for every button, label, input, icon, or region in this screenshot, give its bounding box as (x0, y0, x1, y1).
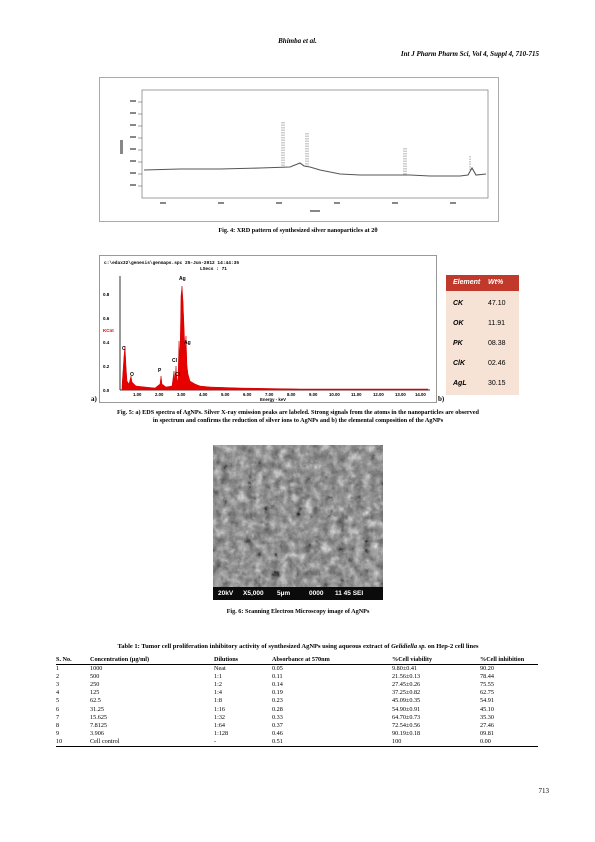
eds-xtick: 3.00 (177, 392, 186, 397)
table-row (56, 722, 538, 730)
composition-element: AgL (453, 380, 467, 387)
eds-xtick: 9.00 (309, 392, 318, 397)
table-cell: 0.00 (480, 738, 538, 747)
composition-element: CK (453, 300, 464, 307)
eds-subtitle: LSecs : 71 (200, 267, 228, 272)
composition-table (446, 275, 519, 395)
composition-row (446, 335, 519, 357)
table-cell: 1:16 (214, 705, 226, 713)
table1-caption-species: Gelidiella sp. (391, 643, 427, 650)
eds-xtick: 6.00 (243, 392, 252, 397)
fig5-panel-a-label: a) (91, 395, 97, 403)
composition-element: OK (453, 320, 464, 327)
table-cell: 35.30 (480, 713, 494, 721)
running-head-journal: Int J Pharm Pharm Sci, Vol 4, Suppl 4, 710-715 (400, 50, 539, 58)
table-cell: 0.14 (272, 681, 283, 689)
eds-ytick: 0.4 (103, 340, 110, 345)
sem-scale: 5µm (277, 590, 291, 597)
eds-xtick: 10.00 (329, 392, 340, 397)
table-cell: 1 (56, 665, 60, 673)
fig4-caption: Fig. 4: XRD pattern of synthesized silver nanoparticles at 2θ (218, 227, 378, 234)
table-cell: 0.46 (272, 729, 283, 737)
composition-wt: 02.46 (488, 360, 506, 367)
sem-number: 0000 (309, 590, 324, 597)
eds-peak-label: Cl (175, 372, 180, 378)
fig5-caption-line2: in spectrum and confirms the reduction of silver ions to AgNPs and b) the elemental composition of the AgNPs (152, 417, 444, 424)
table-cell: 4 (56, 689, 60, 697)
table1-caption-prefix: Table 1: Tumor cell proliferation inhibitory activity of synthesized AgNPs using aqueous extract of (117, 643, 392, 650)
table-row (56, 689, 538, 697)
table-cell: 125 (90, 689, 100, 697)
table-cell: 0.23 (272, 697, 283, 705)
table-cell: 27.46 (480, 721, 494, 729)
table-cell: 250 (90, 681, 100, 689)
eds-xtick: 4.00 (199, 392, 208, 397)
composition-wt: 11.91 (488, 320, 505, 327)
table-row (56, 714, 538, 722)
table-row (56, 673, 538, 681)
table-cell: 3.906 (90, 729, 104, 737)
eds-ytick: 0.2 (103, 364, 110, 369)
xrd-plot (100, 78, 498, 221)
table1-header: Absorbance at 570nm (272, 655, 392, 665)
eds-peak-label: Cl (172, 358, 177, 364)
table-cell: 54.90±0.91 (392, 705, 421, 713)
table-cell: 8 (56, 721, 60, 729)
table-cell: 1:32 (214, 713, 226, 721)
eds-xtick: 2.00 (155, 392, 164, 397)
eds-xtick: 1.00 (133, 392, 142, 397)
sem-image (213, 445, 383, 600)
table-cell: 2 (56, 673, 60, 681)
fig5-panel-b-label: b) (438, 395, 445, 403)
table-cell: 54.91 (480, 697, 494, 705)
table-cell: 0.11 (272, 673, 283, 681)
eds-xtick: 13.00 (395, 392, 406, 397)
table1-header: %Cell inhibition (480, 655, 538, 665)
table-cell: 1:1 (214, 673, 222, 681)
table-cell: 9 (56, 729, 60, 737)
table-cell: 0.05 (272, 665, 283, 673)
table-cell: 0.37 (272, 721, 283, 729)
composition-wt: 08.38 (488, 340, 506, 347)
composition-row (446, 295, 519, 317)
sem-magnification: X5,000 (243, 590, 264, 597)
table-cell: 90.19±0.18 (392, 729, 421, 737)
page-number: 713 (538, 787, 549, 795)
table-cell: 7.8125 (90, 721, 108, 729)
table-row (56, 681, 538, 689)
table1-header: %Cell viability (392, 655, 480, 665)
table-cell: 5 (56, 697, 60, 705)
table-cell: 75.55 (480, 681, 494, 689)
eds-title: c:\edax32\genesis\genmaps.spc 25-Jun-2012 14:44:35 (104, 261, 240, 266)
table-cell: 500 (90, 673, 100, 681)
table-cell: 0.19 (272, 689, 283, 697)
table-cell: 1:64 (214, 721, 226, 729)
table-cell: Cell control (90, 738, 214, 747)
eds-peak-label: C (122, 346, 126, 352)
table-row (56, 697, 538, 705)
table-row (56, 665, 538, 674)
table-cell: 0.28 (272, 705, 283, 713)
table-cell: 1:2 (214, 681, 222, 689)
fig6-caption: Fig. 6: Scanning Electron Microscopy image of AgNPs (226, 608, 370, 615)
table-cell: 0.33 (272, 713, 283, 721)
table-cell: - (214, 738, 272, 747)
sem-info-bar (213, 587, 383, 600)
composition-row (446, 315, 519, 337)
table-cell: 1000 (90, 665, 103, 673)
eds-xtick: 11.00 (351, 392, 362, 397)
composition-row (446, 355, 519, 377)
table-cell: 27.45±0.26 (392, 681, 421, 689)
table-cell: 09.81 (480, 729, 494, 737)
table-cell: 62.75 (480, 689, 494, 697)
table-cell: 100 (392, 738, 480, 747)
composition-element: ClK (453, 360, 466, 367)
table-cell: 37.25±0.82 (392, 689, 421, 697)
table-cell: 7 (56, 713, 60, 721)
table1-header: Concentration (µg/ml) (90, 655, 214, 665)
composition-header-wt: Wt% (488, 279, 504, 286)
composition-header (446, 275, 519, 291)
table1-header-row (56, 655, 538, 665)
table-cell: 1:128 (214, 729, 229, 737)
running-head-author: Bhimba et al. (278, 37, 317, 45)
table-cell: 15.625 (90, 713, 108, 721)
eds-xlabel: Energy - keV (260, 397, 287, 402)
eds-xtick: 12.00 (373, 392, 384, 397)
table-cell: 6 (56, 705, 60, 713)
table-cell: 64.70±0.73 (392, 713, 421, 721)
eds-ytick: 0.8 (103, 292, 110, 297)
table-row (56, 738, 538, 747)
table1-header: Dilutions (214, 655, 272, 665)
table1-caption-suffix: on Hep-2 cell lines (426, 643, 479, 650)
composition-wt: 30.15 (488, 380, 506, 387)
eds-peak-label: P (158, 368, 162, 374)
sem-info: 11 45 SEI (335, 590, 364, 597)
eds-xtick: 8.00 (287, 392, 296, 397)
table-cell: 3 (56, 681, 60, 689)
eds-spectrum (99, 255, 437, 403)
table-cell: 72.54±0.56 (392, 721, 421, 729)
eds-ytick: 0.6 (103, 316, 110, 321)
table-cell: 31.25 (90, 705, 104, 713)
table1-caption (56, 643, 540, 650)
composition-header-element: Element (453, 279, 481, 286)
table-cell: 0.51 (272, 738, 392, 747)
table-cell: 45.10 (480, 705, 494, 713)
table-cell: 10 (56, 738, 90, 747)
composition-element: PK (453, 340, 463, 347)
eds-xtick: 14.00 (415, 392, 426, 397)
table-cell: 21.56±0.13 (392, 673, 421, 681)
table-cell: 90.20 (480, 665, 494, 673)
eds-xtick: 5.00 (221, 392, 230, 397)
table1-header: S. No. (56, 655, 90, 665)
sem-texture (213, 445, 383, 587)
xrd-figure (99, 77, 499, 222)
fig5-caption (56, 409, 540, 425)
fig5-caption-line1: Fig. 5: a) EDS spectra of AgNPs. Silver X-ray emission peaks are labeled. Strong signals from the atoms in the nanoparticles are observed (117, 409, 479, 416)
eds-xtick: 7.00 (265, 392, 274, 397)
eds-peak-label: Ag (184, 340, 191, 346)
composition-wt: 47.10 (488, 300, 506, 307)
table-cell: 9.80±0.41 (392, 665, 418, 673)
table-cell: 62.5 (90, 697, 101, 705)
table-cell: 78.44 (480, 673, 494, 681)
table-cell: Neat (214, 665, 226, 673)
eds-ylabel: KCnt (103, 328, 114, 333)
table-row (56, 730, 538, 738)
eds-peak-label: Ag (179, 276, 186, 282)
sem-kv: 20kV (218, 590, 234, 597)
table-cell: 45.09±0.35 (392, 697, 421, 705)
table-cell: 1:8 (214, 697, 222, 705)
table-row (56, 705, 538, 713)
eds-ytick: 0.0 (103, 388, 110, 393)
table1 (56, 655, 538, 747)
eds-peak-label: O (130, 372, 134, 378)
table-cell: 1:4 (214, 689, 222, 697)
composition-row (446, 375, 519, 397)
